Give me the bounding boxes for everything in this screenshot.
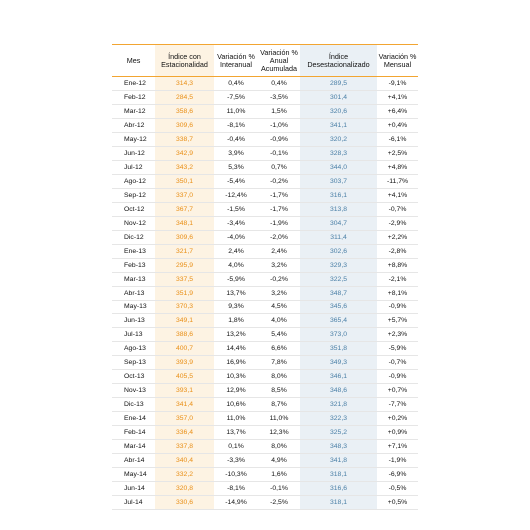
- cell-indice-desestacionalizado: 349,3: [300, 356, 377, 370]
- cell-indice-estacionalidad: 400,7: [155, 342, 214, 356]
- cell-indice-desestacionalizado: 311,4: [300, 230, 377, 244]
- cell-var-anual-acumulada: 8,5%: [258, 384, 300, 398]
- cell-var-anual-acumulada: 8,0%: [258, 440, 300, 454]
- cell-var-interanual: 12,9%: [214, 384, 258, 398]
- cell-var-interanual: -10,3%: [214, 468, 258, 482]
- cell-var-anual-acumulada: -2,5%: [258, 496, 300, 510]
- cell-mes: Ago-13: [112, 342, 155, 356]
- cell-indice-estacionalidad: 321,7: [155, 244, 214, 258]
- cell-indice-estacionalidad: 358,6: [155, 104, 214, 118]
- table-row: [112, 188, 418, 202]
- cell-var-mensual: -2,1%: [377, 272, 418, 286]
- cell-var-mensual: +0,7%: [377, 384, 418, 398]
- cell-mes: Jul-12: [112, 160, 155, 174]
- cell-var-anual-acumulada: 4,9%: [258, 454, 300, 468]
- cell-var-interanual: -3,4%: [214, 216, 258, 230]
- cell-mes: Nov-13: [112, 384, 155, 398]
- cell-var-mensual: +0,5%: [377, 496, 418, 510]
- cell-var-mensual: -2,9%: [377, 216, 418, 230]
- table-row: [112, 426, 418, 440]
- table-row: [112, 216, 418, 230]
- table-row: [112, 412, 418, 426]
- cell-var-interanual: -0,4%: [214, 132, 258, 146]
- table-row: [112, 77, 418, 91]
- cell-var-anual-acumulada: 1,5%: [258, 104, 300, 118]
- cell-indice-desestacionalizado: 289,5: [300, 77, 377, 91]
- cell-mes: Mar-12: [112, 104, 155, 118]
- table-row: [112, 454, 418, 468]
- cell-var-interanual: 14,4%: [214, 342, 258, 356]
- cell-indice-desestacionalizado: 322,3: [300, 412, 377, 426]
- cell-indice-estacionalidad: 342,9: [155, 146, 214, 160]
- table-row: [112, 174, 418, 188]
- table-row: [112, 118, 418, 132]
- cell-var-anual-acumulada: 0,4%: [258, 77, 300, 91]
- cell-var-mensual: +0,2%: [377, 412, 418, 426]
- table-row: [112, 202, 418, 216]
- cell-indice-desestacionalizado: 322,5: [300, 272, 377, 286]
- table-row: [112, 90, 418, 104]
- cell-var-mensual: -2,8%: [377, 244, 418, 258]
- cell-var-interanual: -5,4%: [214, 174, 258, 188]
- cell-var-interanual: 3,9%: [214, 146, 258, 160]
- cell-var-interanual: 13,7%: [214, 286, 258, 300]
- cell-indice-desestacionalizado: 329,3: [300, 258, 377, 272]
- table-row: [112, 496, 418, 510]
- cell-indice-desestacionalizado: 365,4: [300, 314, 377, 328]
- table-row: [112, 482, 418, 496]
- cell-indice-estacionalidad: 341,4: [155, 398, 214, 412]
- cell-indice-estacionalidad: 330,6: [155, 496, 214, 510]
- header-indice-desestacionalizado: Índice Desestacionalizado: [300, 45, 377, 77]
- table-row: [112, 356, 418, 370]
- cell-mes: Ene-14: [112, 412, 155, 426]
- data-table-page: [112, 44, 418, 510]
- cell-var-anual-acumulada: 4,5%: [258, 300, 300, 314]
- cell-indice-estacionalidad: 295,9: [155, 258, 214, 272]
- cell-var-interanual: 2,4%: [214, 244, 258, 258]
- cell-indice-estacionalidad: 284,5: [155, 90, 214, 104]
- cell-mes: Abr-13: [112, 286, 155, 300]
- cell-var-mensual: +2,3%: [377, 328, 418, 342]
- cell-indice-estacionalidad: 357,0: [155, 412, 214, 426]
- cell-var-interanual: -1,5%: [214, 202, 258, 216]
- table-row: [112, 384, 418, 398]
- table-row: [112, 370, 418, 384]
- table-row: [112, 230, 418, 244]
- cell-mes: Sep-12: [112, 188, 155, 202]
- cell-indice-desestacionalizado: 348,3: [300, 440, 377, 454]
- cell-indice-desestacionalizado: 344,0: [300, 160, 377, 174]
- cell-mes: Jun-14: [112, 482, 155, 496]
- cell-indice-estacionalidad: 370,3: [155, 300, 214, 314]
- cell-indice-desestacionalizado: 304,7: [300, 216, 377, 230]
- cell-var-interanual: -8,1%: [214, 482, 258, 496]
- cell-indice-desestacionalizado: 325,2: [300, 426, 377, 440]
- cell-var-mensual: -0,7%: [377, 202, 418, 216]
- cell-mes: Ago-12: [112, 174, 155, 188]
- cell-mes: May-14: [112, 468, 155, 482]
- cell-indice-desestacionalizado: 348,7: [300, 286, 377, 300]
- cell-indice-estacionalidad: 388,6: [155, 328, 214, 342]
- cell-var-anual-acumulada: 8,7%: [258, 398, 300, 412]
- cell-var-interanual: 0,1%: [214, 440, 258, 454]
- cell-indice-estacionalidad: 337,5: [155, 272, 214, 286]
- cell-mes: Feb-13: [112, 258, 155, 272]
- table-row: [112, 244, 418, 258]
- cell-indice-desestacionalizado: 341,8: [300, 454, 377, 468]
- cell-var-interanual: 9,3%: [214, 300, 258, 314]
- cell-var-mensual: -6,9%: [377, 468, 418, 482]
- cell-indice-desestacionalizado: 348,6: [300, 384, 377, 398]
- table-row: [112, 440, 418, 454]
- cell-indice-desestacionalizado: 302,6: [300, 244, 377, 258]
- cell-indice-desestacionalizado: 316,1: [300, 188, 377, 202]
- cell-var-mensual: -9,1%: [377, 77, 418, 91]
- cell-indice-desestacionalizado: 373,0: [300, 328, 377, 342]
- cell-var-mensual: -0,7%: [377, 356, 418, 370]
- cell-mes: Feb-14: [112, 426, 155, 440]
- cell-indice-estacionalidad: 337,8: [155, 440, 214, 454]
- cell-indice-desestacionalizado: 318,1: [300, 468, 377, 482]
- table-header: [112, 45, 418, 77]
- cell-var-anual-acumulada: 1,6%: [258, 468, 300, 482]
- cell-mes: May-13: [112, 300, 155, 314]
- cell-var-interanual: 10,3%: [214, 370, 258, 384]
- cell-var-interanual: 16,9%: [214, 356, 258, 370]
- cell-indice-estacionalidad: 309,6: [155, 118, 214, 132]
- cell-mes: Mar-14: [112, 440, 155, 454]
- cell-mes: Nov-12: [112, 216, 155, 230]
- cell-var-interanual: 4,0%: [214, 258, 258, 272]
- cell-var-mensual: -0,5%: [377, 482, 418, 496]
- cell-var-interanual: -7,5%: [214, 90, 258, 104]
- cell-var-interanual: -8,1%: [214, 118, 258, 132]
- cell-var-interanual: 5,3%: [214, 160, 258, 174]
- cell-var-interanual: 0,4%: [214, 77, 258, 91]
- cell-indice-desestacionalizado: 351,8: [300, 342, 377, 356]
- cell-var-anual-acumulada: -2,0%: [258, 230, 300, 244]
- cell-var-anual-acumulada: -0,1%: [258, 146, 300, 160]
- table-row: [112, 398, 418, 412]
- cell-var-interanual: 11,0%: [214, 412, 258, 426]
- cell-var-anual-acumulada: -1,7%: [258, 202, 300, 216]
- cell-var-mensual: +4,1%: [377, 188, 418, 202]
- cell-indice-estacionalidad: 349,1: [155, 314, 214, 328]
- cell-var-mensual: +0,9%: [377, 426, 418, 440]
- cell-mes: Ene-13: [112, 244, 155, 258]
- cell-indice-estacionalidad: 314,3: [155, 77, 214, 91]
- cell-var-mensual: +2,2%: [377, 230, 418, 244]
- cell-var-anual-acumulada: -0,2%: [258, 272, 300, 286]
- cell-mes: Ene-12: [112, 77, 155, 91]
- cell-var-anual-acumulada: 7,8%: [258, 356, 300, 370]
- cell-indice-estacionalidad: 338,7: [155, 132, 214, 146]
- cell-var-anual-acumulada: -1,9%: [258, 216, 300, 230]
- cell-var-mensual: -6,1%: [377, 132, 418, 146]
- cell-indice-estacionalidad: 348,1: [155, 216, 214, 230]
- cell-indice-desestacionalizado: 328,3: [300, 146, 377, 160]
- cell-var-anual-acumulada: -0,2%: [258, 174, 300, 188]
- cell-var-mensual: -11,7%: [377, 174, 418, 188]
- cell-var-anual-acumulada: 12,3%: [258, 426, 300, 440]
- cell-mes: May-12: [112, 132, 155, 146]
- cell-var-anual-acumulada: 3,2%: [258, 258, 300, 272]
- cell-var-interanual: -3,3%: [214, 454, 258, 468]
- cell-mes: Abr-12: [112, 118, 155, 132]
- cell-mes: Dic-12: [112, 230, 155, 244]
- cell-var-mensual: +0,4%: [377, 118, 418, 132]
- cell-var-anual-acumulada: 6,6%: [258, 342, 300, 356]
- cell-var-mensual: -0,9%: [377, 300, 418, 314]
- table-row: [112, 328, 418, 342]
- table-row: [112, 314, 418, 328]
- cell-var-anual-acumulada: -0,9%: [258, 132, 300, 146]
- cell-var-interanual: -5,9%: [214, 272, 258, 286]
- cell-var-anual-acumulada: 8,0%: [258, 370, 300, 384]
- cell-indice-estacionalidad: 351,9: [155, 286, 214, 300]
- cell-indice-desestacionalizado: 321,8: [300, 398, 377, 412]
- cell-mes: Oct-12: [112, 202, 155, 216]
- cell-mes: Mar-13: [112, 272, 155, 286]
- table-row: [112, 272, 418, 286]
- cell-var-anual-acumulada: -0,1%: [258, 482, 300, 496]
- cell-var-interanual: 1,8%: [214, 314, 258, 328]
- cell-var-mensual: -5,9%: [377, 342, 418, 356]
- cell-indice-estacionalidad: 393,1: [155, 384, 214, 398]
- header-var-mensual: Variación % Mensual: [377, 45, 418, 77]
- cell-mes: Jun-13: [112, 314, 155, 328]
- cell-var-anual-acumulada: 2,4%: [258, 244, 300, 258]
- cell-var-interanual: 11,0%: [214, 104, 258, 118]
- cell-indice-estacionalidad: 337,0: [155, 188, 214, 202]
- cell-mes: Oct-13: [112, 370, 155, 384]
- cell-var-anual-acumulada: -1,7%: [258, 188, 300, 202]
- cell-mes: Jul-14: [112, 496, 155, 510]
- cell-var-mensual: +5,7%: [377, 314, 418, 328]
- cell-indice-desestacionalizado: 320,2: [300, 132, 377, 146]
- cell-var-anual-acumulada: 5,4%: [258, 328, 300, 342]
- header-mes: Mes: [112, 45, 155, 77]
- cell-var-anual-acumulada: 0,7%: [258, 160, 300, 174]
- cell-var-mensual: +7,1%: [377, 440, 418, 454]
- cell-indice-estacionalidad: 350,1: [155, 174, 214, 188]
- cell-mes: Jul-13: [112, 328, 155, 342]
- cell-var-mensual: +4,1%: [377, 90, 418, 104]
- cell-var-interanual: -4,0%: [214, 230, 258, 244]
- cell-var-mensual: +4,8%: [377, 160, 418, 174]
- cell-indice-desestacionalizado: 341,1: [300, 118, 377, 132]
- table-row: [112, 468, 418, 482]
- cell-indice-estacionalidad: 332,2: [155, 468, 214, 482]
- cell-indice-estacionalidad: 309,6: [155, 230, 214, 244]
- cell-var-mensual: -0,9%: [377, 370, 418, 384]
- cell-indice-desestacionalizado: 318,1: [300, 496, 377, 510]
- cell-mes: Feb-12: [112, 90, 155, 104]
- table-row: [112, 146, 418, 160]
- cell-var-anual-acumulada: -1,0%: [258, 118, 300, 132]
- cell-indice-desestacionalizado: 320,6: [300, 104, 377, 118]
- cell-var-anual-acumulada: -3,5%: [258, 90, 300, 104]
- cell-var-interanual: 13,2%: [214, 328, 258, 342]
- cell-indice-desestacionalizado: 303,7: [300, 174, 377, 188]
- cell-var-interanual: -12,4%: [214, 188, 258, 202]
- cell-indice-desestacionalizado: 345,6: [300, 300, 377, 314]
- cell-mes: Abr-14: [112, 454, 155, 468]
- cell-indice-desestacionalizado: 316,6: [300, 482, 377, 496]
- table-row: [112, 342, 418, 356]
- cell-var-mensual: +2,5%: [377, 146, 418, 160]
- cell-indice-estacionalidad: 405,5: [155, 370, 214, 384]
- cell-mes: Sep-13: [112, 356, 155, 370]
- cell-indice-estacionalidad: 343,2: [155, 160, 214, 174]
- cell-var-interanual: 10,6%: [214, 398, 258, 412]
- table-row: [112, 300, 418, 314]
- cell-mes: Dic-13: [112, 398, 155, 412]
- cell-indice-estacionalidad: 320,8: [155, 482, 214, 496]
- cell-indice-desestacionalizado: 313,8: [300, 202, 377, 216]
- header-indice-estacionalidad: Índice con Estacionalidad: [155, 45, 214, 77]
- header-var-interanual: Variación % Interanual: [214, 45, 258, 77]
- cell-var-mensual: +8,8%: [377, 258, 418, 272]
- cell-var-anual-acumulada: 11,0%: [258, 412, 300, 426]
- cell-indice-estacionalidad: 336,4: [155, 426, 214, 440]
- table-row: [112, 104, 418, 118]
- cell-var-mensual: -1,9%: [377, 454, 418, 468]
- cell-mes: Jun-12: [112, 146, 155, 160]
- cell-var-mensual: +6,4%: [377, 104, 418, 118]
- cell-var-anual-acumulada: 4,0%: [258, 314, 300, 328]
- table-body: [112, 77, 418, 510]
- table-row: [112, 132, 418, 146]
- header-var-anual-acumulada: Variación % Anual Acumulada: [258, 45, 300, 77]
- cell-var-interanual: -14,9%: [214, 496, 258, 510]
- cell-var-mensual: +8,1%: [377, 286, 418, 300]
- table-row: [112, 286, 418, 300]
- table-row: [112, 258, 418, 272]
- cell-indice-estacionalidad: 367,7: [155, 202, 214, 216]
- cell-var-interanual: 13,7%: [214, 426, 258, 440]
- cell-indice-estacionalidad: 393,9: [155, 356, 214, 370]
- cell-indice-desestacionalizado: 346,1: [300, 370, 377, 384]
- cell-var-anual-acumulada: 3,2%: [258, 286, 300, 300]
- data-table: [112, 44, 418, 510]
- table-row: [112, 160, 418, 174]
- cell-indice-estacionalidad: 340,4: [155, 454, 214, 468]
- cell-indice-desestacionalizado: 301,4: [300, 90, 377, 104]
- cell-var-mensual: -7,7%: [377, 398, 418, 412]
